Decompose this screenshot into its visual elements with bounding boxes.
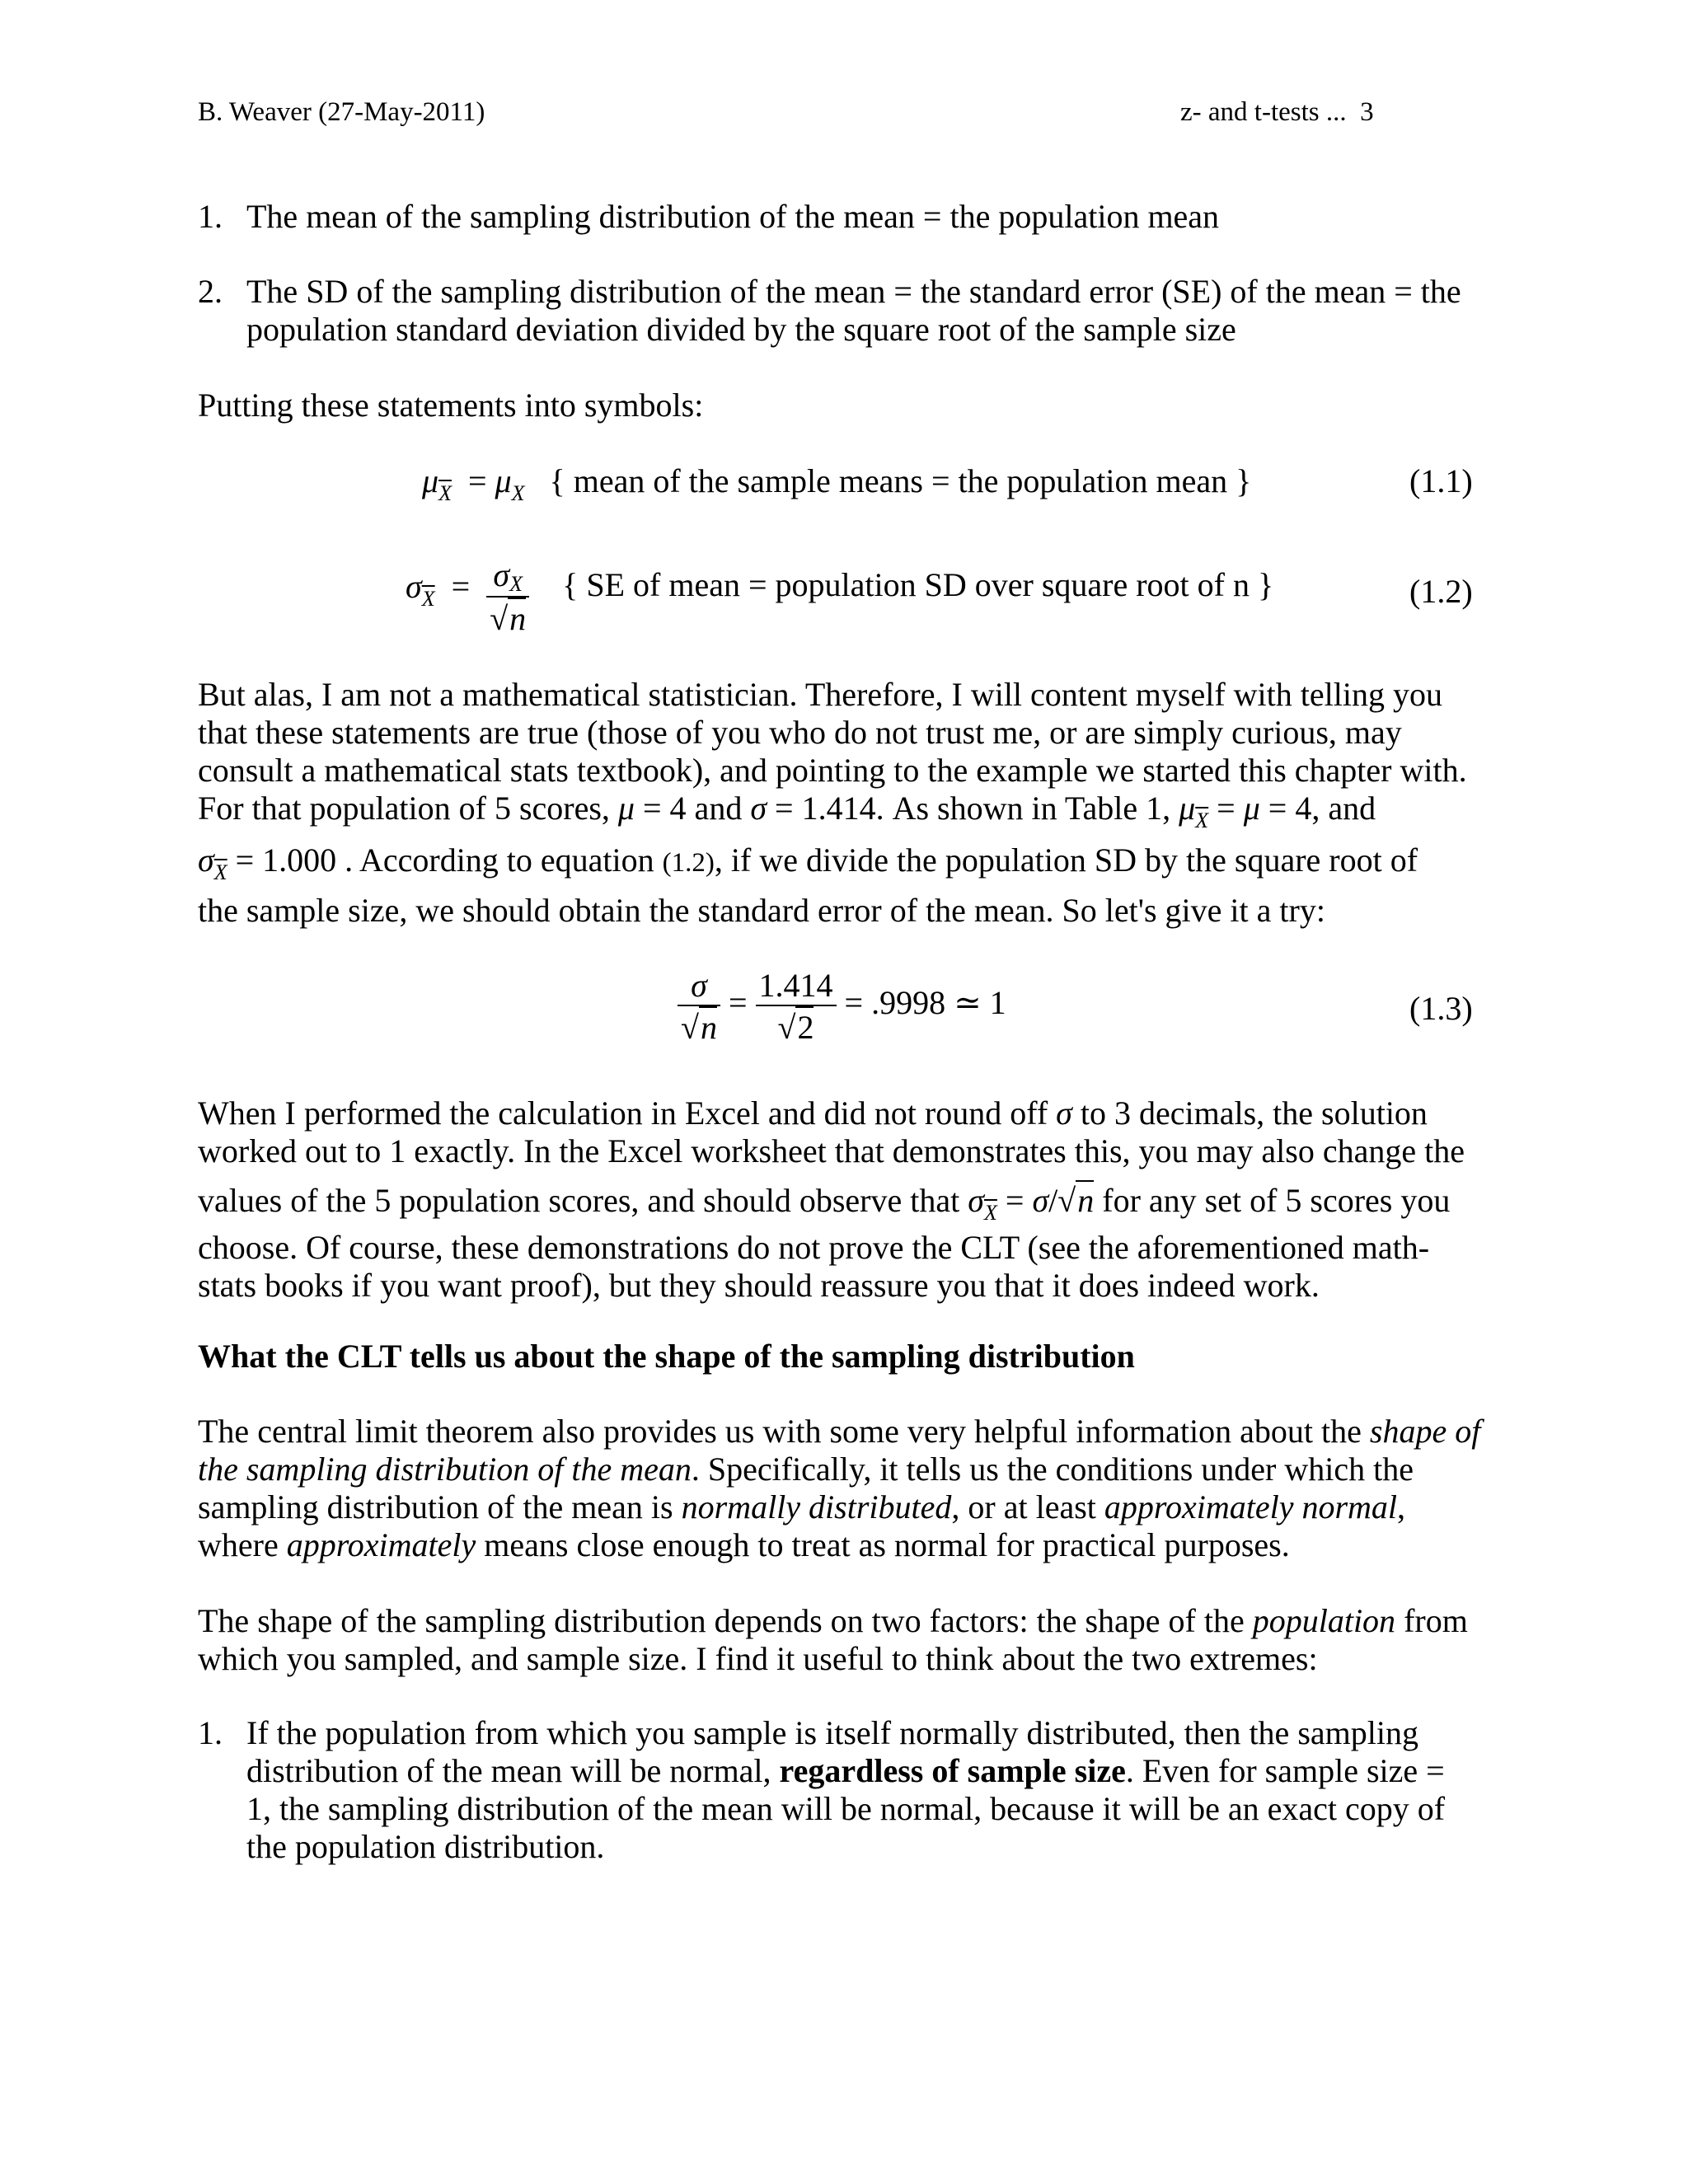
header-author-date: B. Weaver (27-May-2011) (198, 97, 485, 127)
section-heading: What the CLT tells us about the shape of the sampling distribution (198, 1338, 1135, 1375)
equation-comment: { mean of the sample means = the population mean } (549, 462, 1252, 499)
paragraph-2: When I performed the calculation in Excel and did not round off σ to 3 decimals, the solution worked out to 1 exactly. In the Excel worksheet that demonstrates this, you may also change the values of the 5 population scores, and should observe that $\sigma_{\overline{X}} = \sigma/√n$ for any set of 5 scores you choose. Of course, these demonstrations do not prove the CLT (see the aforementioned math- stats books if you want proof), but they should reassure you that it does indeed work. (198, 1094, 1465, 1304)
list-item (198, 198, 1484, 236)
list-number: 2. (198, 273, 223, 310)
list-text: The SD of the sampling distribution of the mean = the standard error (SE) of the mean = the population standard deviation divided by the square root of the sample size (246, 273, 1461, 348)
equation-1-3: $\frac{\sigma}{√n}$ = $\frac{1.414}{√2}$ = .9998 ≃ 1 (678, 966, 1006, 1047)
list-item (198, 273, 1484, 349)
equation-comment: { SE of mean = population SD over square root of n } (562, 566, 1274, 604)
equation-1-1: $\mu_{\overline{X}} = \mu_X$ { mean of the sample means = the population mean } (422, 462, 1252, 505)
list-number: 1. (198, 198, 223, 235)
header-title-page: z- and t-tests ... 3 (1180, 97, 1374, 127)
list-item (198, 1714, 1484, 1866)
equation-1-2: $\sigma_{\overline{X}}$ = $\frac{\sigma X}{√n}$ { SE of mean = population SD over square root of n } (406, 556, 1274, 637)
paragraph-4: The shape of the sampling distribution depends on two factors: the shape of the population from which you sampled, and sample size. I find it useful to think about the two extremes: (198, 1602, 1468, 1677)
paragraph-1: But alas, I am not a mathematical statistician. Therefore, I will content myself with telling you that these statements are true (those of you who do not trust me, or are simply curious, may consult a mathematical stats textbook), and pointing to the example we started this chapter with. For that population of 5 scores, μ = 4 and σ = 1.414. As shown in Table 1, $\mu_{\overline{X}} = \mu = 4$, and $\sigma_{\overline{X}} = 1.000$ . According to equation (1.2), if we divide the population SD by the square root of the sample size, we should obtain the standard error of the mean. So let's give it a try: (198, 676, 1467, 929)
equation-label: (1.1) (1409, 462, 1473, 499)
fraction: $\frac{1.414}{√2}$ (756, 966, 837, 1047)
fraction: $\frac{\sigma X}{√n}$ (486, 555, 529, 638)
list-number: 1. (198, 1714, 223, 1751)
equation-label: (1.3) (1409, 990, 1473, 1027)
paragraph-3: The central limit theorem also provides us with some very helpful information about the shape of the sampling distribution of the mean. Specifically, it tells us the conditions under which the sampling distribution of the mean is normally distributed, or at least approximately normal, where approximately means close enough to treat as normal for practical purposes. (198, 1413, 1481, 1563)
equation-label: (1.2) (1409, 573, 1473, 610)
list-text: The mean of the sampling distribution of the mean = the population mean (246, 198, 1220, 235)
intro-symbols: Putting these statements into symbols: (198, 387, 704, 424)
fraction: $\frac{\sigma}{√n}$ (678, 966, 720, 1047)
list-text: If the population from which you sample is itself normally distributed, then the sampling distribution of the mean will be normal, regardless of sample size. Even for sample size = 1, the sampling distribution of the mean will be normal, because it will be an exact copy of the population distribution. (246, 1714, 1446, 1865)
